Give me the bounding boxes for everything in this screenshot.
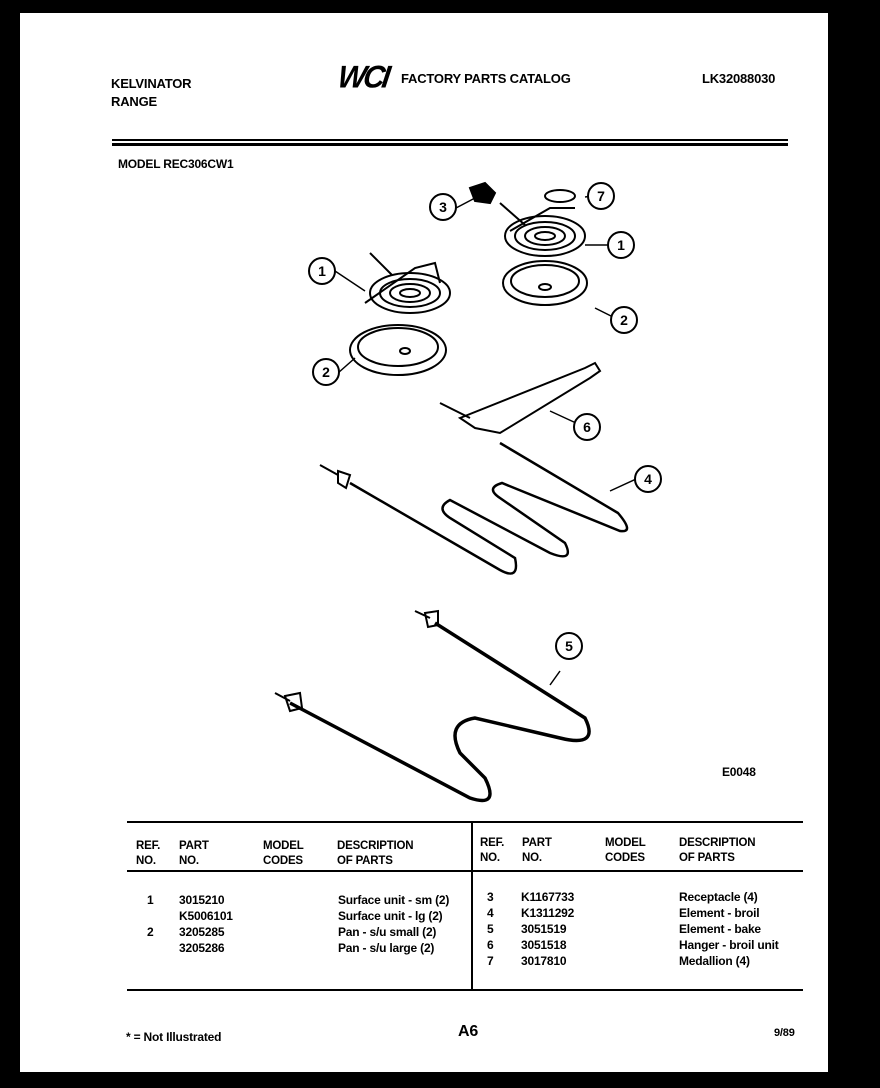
table-rule-header: [127, 870, 803, 872]
brand-name: KELVINATOR: [111, 76, 192, 91]
table-row: K5006101 Surface unit - lg (2): [179, 909, 443, 923]
col-ref-no: REF. NO.: [136, 840, 161, 867]
receptacle: [470, 183, 495, 203]
medallion: [545, 190, 575, 202]
col-model-codes: MODEL CODES: [263, 840, 304, 867]
table-row: 5 3051519 Element - bake: [487, 922, 761, 936]
svg-text:4: 4: [644, 471, 652, 487]
wci-logo: WCI: [335, 60, 390, 95]
callout-2-left: [313, 359, 339, 385]
pan-left: [350, 325, 446, 375]
model-label: MODEL REC306CW1: [118, 157, 234, 171]
broil-element: [350, 443, 627, 574]
figure-id: E0048: [722, 765, 756, 779]
svg-text:1: 1: [318, 263, 326, 279]
catalog-page: [20, 13, 828, 1072]
surface-unit-left: [365, 253, 450, 313]
svg-text:2: 2: [620, 312, 628, 328]
col-description: DESCRIPTION OF PARTS: [337, 840, 414, 867]
table-row: 3 K1167733 Receptacle (4): [487, 890, 758, 904]
table-rule-top: [127, 821, 803, 823]
callout-3: [430, 194, 456, 220]
table-row: 3205286 Pan - s/u large (2): [179, 941, 435, 955]
pan-right: [503, 261, 587, 305]
parts-table-left: [127, 893, 471, 963]
surface-unit-right: [500, 203, 585, 256]
callout-1-right: [608, 232, 634, 258]
exploded-parts-diagram: [20, 13, 828, 813]
table-row: 1 3015210 Surface unit - sm (2): [147, 893, 450, 907]
callout-5: [556, 633, 582, 659]
svg-text:3: 3: [439, 199, 447, 215]
col-description-right: DESCRIPTION OF PARTS: [679, 837, 756, 864]
parts-table-right: [471, 890, 815, 975]
bake-element: [290, 623, 589, 801]
table-row: 2 3205285 Pan - s/u small (2): [147, 925, 437, 939]
callout-1-left: [309, 258, 335, 284]
svg-text:7: 7: [597, 188, 605, 204]
catalog-number: LK32088030: [702, 71, 776, 86]
footnote: * = Not Illustrated: [126, 1030, 222, 1044]
revision-date: 9/89: [774, 1027, 795, 1039]
svg-text:2: 2: [322, 364, 330, 380]
col-part-no: PART NO.: [179, 840, 209, 867]
table-row: 7 3017810 Medallion (4): [487, 954, 750, 968]
callout-7: [588, 183, 614, 209]
table-rule-bottom: [127, 989, 803, 991]
table-row: 6 3051518 Hanger - broil unit: [487, 938, 779, 952]
catalog-title: FACTORY PARTS CATALOG: [401, 71, 571, 86]
svg-text:6: 6: [583, 419, 591, 435]
product-type: RANGE: [111, 94, 157, 109]
svg-text:5: 5: [565, 638, 573, 654]
col-ref-no-right: REF. NO.: [480, 837, 505, 864]
page-number: A6: [458, 1023, 479, 1040]
callout-4: [635, 466, 661, 492]
callout-6: [574, 414, 600, 440]
col-model-codes-right: MODEL CODES: [605, 837, 646, 864]
callout-2-right: [611, 307, 637, 333]
table-row: 4 K1311292 Element - broil: [487, 906, 760, 920]
col-part-no-right: PART NO.: [522, 837, 552, 864]
svg-text:1: 1: [617, 237, 625, 253]
